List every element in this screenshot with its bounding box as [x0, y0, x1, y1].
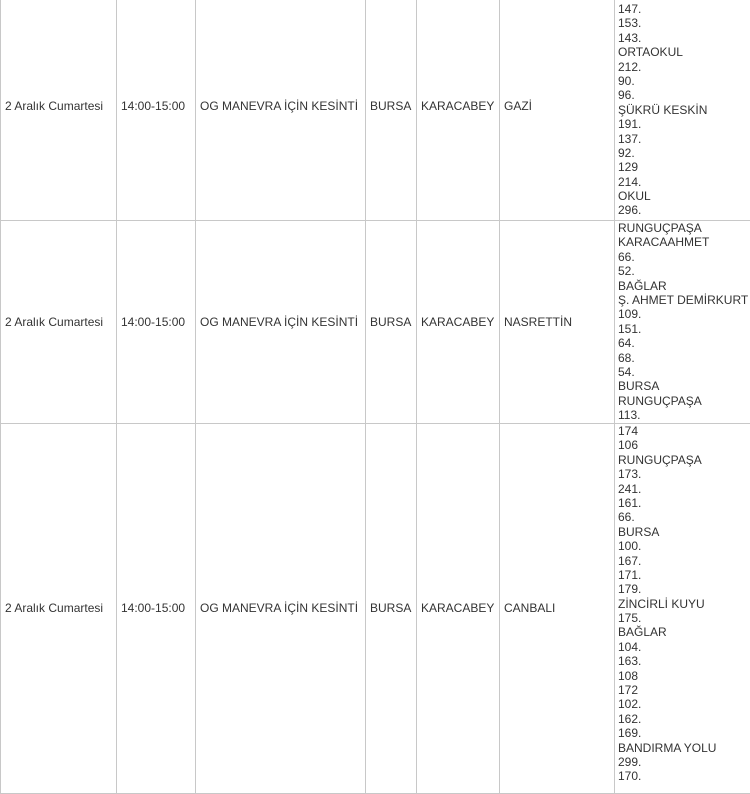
street-name: 296.: [618, 203, 750, 217]
street-name: RUNGUÇPAŞA: [618, 394, 750, 408]
street-name: 64.: [618, 336, 750, 350]
street-name: BURSA: [618, 525, 750, 539]
street-name: ORTAOKUL: [618, 45, 750, 59]
street-name: 162.: [618, 712, 750, 726]
street-name: BANDIRMA YOLU: [618, 741, 750, 755]
neighborhood-cell: NASRETTİN: [500, 221, 615, 424]
streets-cell: [615, 424, 750, 794]
street-name: 104.: [618, 640, 750, 654]
street-name: 108: [618, 669, 750, 683]
street-name: 172: [618, 683, 750, 697]
street-name: 137.: [618, 132, 750, 146]
street-name: 214.: [618, 175, 750, 189]
neighborhood-cell: CANBALI: [500, 424, 615, 794]
street-name: 212.: [618, 60, 750, 74]
street-name: 167.: [618, 554, 750, 568]
street-name: 161.: [618, 496, 750, 510]
street-name: 169.: [618, 726, 750, 740]
street-name: 54.: [618, 365, 750, 379]
street-name: RUNGUÇPAŞA: [618, 453, 750, 467]
street-name: 92.: [618, 146, 750, 160]
city-cell: BURSA: [366, 424, 417, 794]
street-name: 52.: [618, 264, 750, 278]
street-name: 147.: [618, 2, 750, 16]
streets-cell: [615, 221, 750, 424]
street-name: 241.: [618, 482, 750, 496]
street-name: 113.: [618, 408, 750, 422]
table-row: [1, 221, 750, 424]
street-name: 174: [618, 424, 750, 438]
time-cell: 14:00-15:00: [117, 221, 196, 424]
street-name: BURSA: [618, 379, 750, 393]
street-name: BAĞLAR: [618, 625, 750, 639]
street-name: KARACAAHMET: [618, 235, 750, 249]
reason-cell: OG MANEVRA İÇİN KESİNTİ: [196, 424, 366, 794]
street-name: Ş. AHMET DEMİRKURT: [618, 293, 750, 307]
date-cell: 2 Aralık Cumartesi: [1, 424, 117, 794]
street-name: OKUL: [618, 189, 750, 203]
street-name: BAĞLAR: [618, 279, 750, 293]
street-name: ZİNCİRLİ KUYU: [618, 597, 750, 611]
street-name: 151.: [618, 322, 750, 336]
street-name: 179.: [618, 582, 750, 596]
date-cell: 2 Aralık Cumartesi: [1, 221, 117, 424]
street-name: 68.: [618, 351, 750, 365]
streets-cell: [615, 0, 750, 221]
street-name: 175.: [618, 611, 750, 625]
street-name: 102.: [618, 697, 750, 711]
street-name: 90.: [618, 74, 750, 88]
street-name: 299.: [618, 755, 750, 769]
street-name: 173.: [618, 467, 750, 481]
reason-cell: OG MANEVRA İÇİN KESİNTİ: [196, 221, 366, 424]
street-name: 170.: [618, 769, 750, 783]
street-name: 171.: [618, 568, 750, 582]
district-cell: KARACABEY: [417, 424, 500, 794]
time-cell: 14:00-15:00: [117, 424, 196, 794]
table-row: [1, 424, 750, 794]
street-name: 96.: [618, 88, 750, 102]
district-cell: KARACABEY: [417, 0, 500, 221]
street-name: 153.: [618, 16, 750, 30]
street-name: 66.: [618, 510, 750, 524]
district-cell: KARACABEY: [417, 221, 500, 424]
neighborhood-cell: GAZİ: [500, 0, 615, 221]
street-name: 191.: [618, 117, 750, 131]
outage-table-body: [1, 0, 750, 794]
time-cell: 14:00-15:00: [117, 0, 196, 221]
street-name: 109.: [618, 307, 750, 321]
table-row: [1, 0, 750, 221]
street-name: 129: [618, 160, 750, 174]
street-name: 100.: [618, 539, 750, 553]
street-name: 106: [618, 438, 750, 452]
street-name: 66.: [618, 250, 750, 264]
city-cell: BURSA: [366, 221, 417, 424]
city-cell: BURSA: [366, 0, 417, 221]
street-name: 163.: [618, 654, 750, 668]
street-name: ŞÜKRÜ KESKİN: [618, 103, 750, 117]
street-name: RUNGUÇPAŞA: [618, 221, 750, 235]
street-name: 143.: [618, 31, 750, 45]
date-cell: 2 Aralık Cumartesi: [1, 0, 117, 221]
reason-cell: OG MANEVRA İÇİN KESİNTİ: [196, 0, 366, 221]
